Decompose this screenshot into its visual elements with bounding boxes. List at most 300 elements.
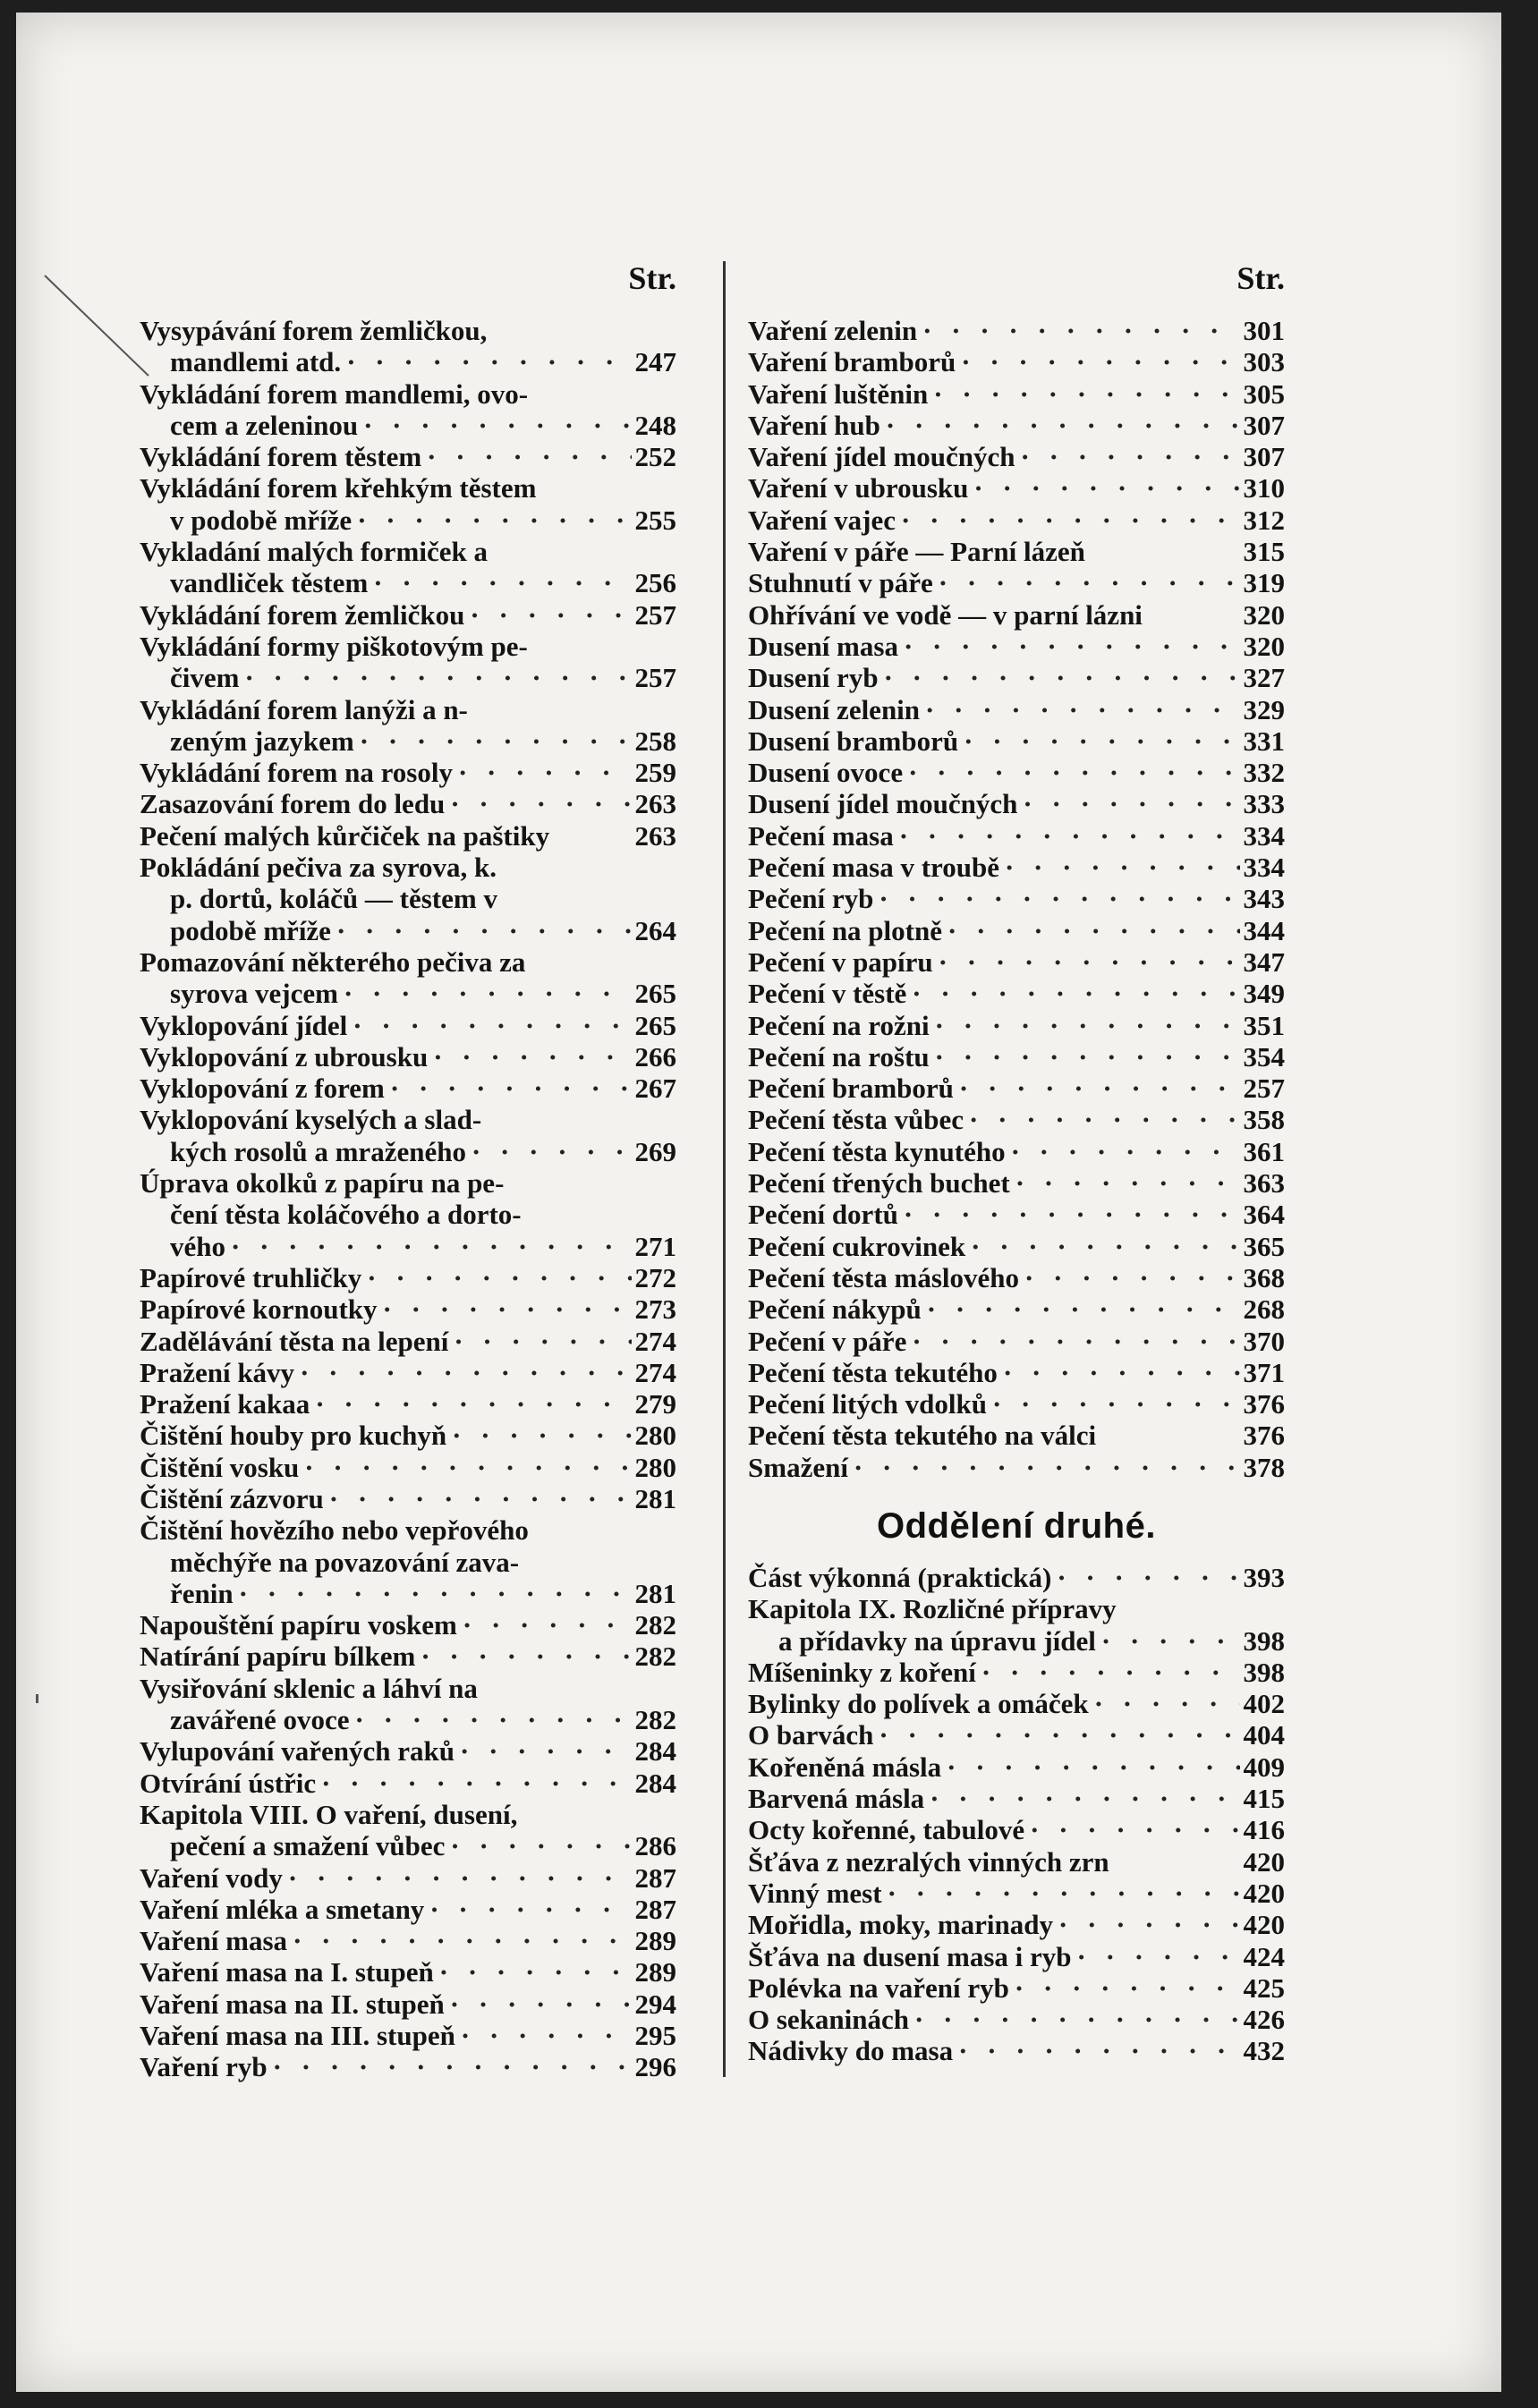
dot-leader — [358, 410, 631, 441]
toc-entry-title: Nádivky do masa — [748, 2035, 954, 2067]
toc-entry — [748, 694, 1285, 725]
toc-entry — [748, 1041, 1285, 1073]
toc-entry-title: Pečení na roštu — [748, 1040, 930, 1073]
toc-entry-title: Otvírání ústřic — [140, 1767, 317, 1799]
toc-entry-title: Šťáva z nezralých vinných zrn — [748, 1845, 1109, 1878]
toc-entry — [748, 1562, 1285, 1593]
dot-leader — [234, 1578, 632, 1609]
dot-leader — [316, 1768, 631, 1799]
toc-entry-title: a přídavky na úpravu jídel — [778, 1624, 1096, 1657]
toc-entry-title: Pečení těsta tekutého — [748, 1356, 998, 1388]
dot-leader — [906, 1326, 1239, 1357]
toc-entry-page: 332 — [1243, 757, 1285, 789]
toc-entry-page: 255 — [634, 504, 676, 536]
toc-entry — [748, 1326, 1285, 1357]
dot-leader — [446, 1420, 631, 1451]
toc-entry-page: 281 — [634, 1577, 676, 1609]
toc-entry-title: Natírání papíru bílkem — [140, 1641, 416, 1673]
toc-entry-title: Pražení kávy — [140, 1356, 295, 1388]
dot-leader — [906, 978, 1239, 1009]
toc-entry-page: 296 — [634, 2051, 676, 2083]
toc-entry-title: Vylupování vařených raků — [140, 1735, 455, 1768]
dot-leader — [1017, 788, 1239, 819]
toc-entry — [748, 852, 1285, 883]
pen-stroke-mark — [43, 272, 150, 379]
toc-entry — [140, 1894, 676, 1925]
toc-entry-page: 273 — [634, 1293, 676, 1326]
dot-leader — [428, 1041, 631, 1073]
toc-entry-page: 259 — [634, 757, 676, 789]
dot-leader — [976, 1657, 1240, 1688]
dot-leader — [933, 567, 1240, 598]
toc-entry-title: Pečení na plotně — [748, 914, 942, 946]
toc-entry-title: Zasazování forem do ledu — [140, 788, 446, 820]
toc-entry-title: O sekaninách — [748, 2004, 910, 2036]
toc-entry-title: Napouštění papíru voskem — [140, 1609, 457, 1641]
toc-entry-page: 398 — [1243, 1656, 1285, 1688]
toc-entry — [140, 1167, 676, 1199]
toc-entry — [140, 883, 676, 914]
toc-entry-page: 312 — [1243, 504, 1285, 536]
toc-entry — [140, 1799, 676, 1830]
toc-entry — [140, 725, 676, 757]
toc-entry-page: 281 — [634, 1482, 676, 1514]
toc-entry — [140, 662, 676, 693]
dot-leader — [930, 1041, 1240, 1073]
toc-entry-title: Čištění hovězího nebo vepřového — [140, 1514, 529, 1547]
right-entries-part-one — [748, 315, 1285, 1483]
toc-entry-title: Vaření ryb — [140, 2051, 268, 2083]
toc-entry-title: Zadělávání těsta na lepení — [140, 1325, 449, 1357]
toc-entry — [140, 1357, 676, 1388]
toc-entry — [140, 1641, 676, 1672]
toc-entry-title: Pečení těsta tekutého na válci — [748, 1420, 1097, 1452]
toc-entry — [748, 1167, 1285, 1199]
right-column-header: Str. — [1236, 260, 1285, 296]
dot-leader — [964, 1104, 1239, 1135]
toc-entry-title: Čištění zázvoru — [140, 1482, 324, 1514]
toc-entry-title: Papírové truhličky — [140, 1261, 362, 1293]
toc-entry — [748, 978, 1285, 1009]
toc-entry — [748, 1751, 1285, 1783]
toc-entry-page: 424 — [1243, 1940, 1285, 1972]
toc-entry-title: Polévka na vaření ryb — [748, 1971, 1009, 2004]
dot-leader — [958, 725, 1239, 757]
toc-entry-page: 287 — [634, 1893, 676, 1925]
toc-entry-page: 303 — [1243, 346, 1285, 378]
toc-entry-title: Octy kořenné, tabulové — [748, 1814, 1025, 1846]
dot-leader — [928, 378, 1239, 410]
toc-entry — [748, 1199, 1285, 1230]
toc-entry-page: 257 — [634, 662, 676, 694]
toc-entry-title: Pokládání pečiva za syrova, k. — [140, 852, 497, 884]
toc-entry-title: Vyklopování kyselých a slad- — [140, 1104, 482, 1136]
toc-entry — [140, 1514, 676, 1546]
toc-entry-page: 349 — [1243, 978, 1285, 1010]
toc-entry-page: 368 — [1243, 1261, 1285, 1293]
toc-entry-page: 425 — [1243, 1971, 1285, 2004]
toc-entry-title: Vykládání formy piškotovým pe- — [140, 630, 528, 662]
toc-entry-title: Pečení těsta kynutého — [748, 1135, 1006, 1167]
toc-entry-title: Pečení bramborů — [748, 1073, 954, 1105]
dot-leader — [239, 662, 631, 693]
toc-entry-title: Vaření zelenin — [748, 315, 918, 346]
dot-leader — [1010, 1167, 1240, 1199]
toc-entry-title: Míšeninky z koření — [748, 1656, 976, 1688]
toc-entry — [140, 378, 676, 410]
toc-entry — [748, 757, 1285, 788]
toc-entry-page: 343 — [1243, 883, 1285, 915]
toc-entry-page: 247 — [634, 346, 676, 378]
toc-entry-title: Pečení ryb — [748, 883, 874, 915]
toc-entry-page: 371 — [1243, 1356, 1285, 1388]
toc-entry-title: Kapitola VIII. O vaření, dusení, — [140, 1798, 518, 1830]
toc-entry — [748, 1625, 1285, 1657]
dot-leader — [968, 472, 1239, 504]
dot-leader — [434, 1956, 632, 1988]
dot-leader — [956, 346, 1239, 377]
toc-entry-page: 263 — [634, 788, 676, 820]
toc-entry-title: Vykládání forem lanýži a n- — [140, 693, 468, 725]
toc-entry-page: 258 — [634, 725, 676, 757]
right-entries-part-two — [748, 1562, 1285, 2067]
toc-entry-page: 263 — [634, 819, 676, 852]
toc-entry-page: 284 — [634, 1735, 676, 1768]
toc-entry-title: Šťáva na dusení masa i ryb — [748, 1940, 1072, 1972]
toc-entry — [140, 567, 676, 598]
dot-leader — [1096, 1625, 1240, 1657]
toc-entry-title: čivem — [170, 662, 240, 694]
dot-leader — [455, 2020, 632, 2051]
dot-leader — [917, 315, 1239, 346]
toc-entry-page: 363 — [1243, 1167, 1285, 1200]
toc-entry-page: 287 — [634, 1861, 676, 1894]
dot-leader — [922, 1293, 1240, 1325]
toc-entry-page: 279 — [634, 1388, 676, 1420]
toc-entry-title: Vysiřování sklenic a láhví na — [140, 1672, 478, 1704]
toc-entry-page: 248 — [634, 409, 676, 441]
toc-entry-page: 301 — [1243, 315, 1285, 346]
toc-entry-title: Dusení bramborů — [748, 725, 959, 757]
dot-leader — [1089, 1688, 1240, 1719]
dot-leader — [445, 1988, 632, 2020]
toc-entry-page: 333 — [1243, 788, 1285, 820]
toc-entry-title: Dusení jídel moučných — [748, 788, 1018, 820]
toc-entry-title: Vykládání forem žemličkou — [140, 598, 465, 631]
toc-entry-title: Pečení v páře — [748, 1325, 907, 1357]
toc-entry-page: 271 — [634, 1230, 676, 1262]
dot-leader — [352, 504, 631, 536]
dot-leader — [347, 1010, 631, 1041]
toc-entry-page: 331 — [1243, 725, 1285, 757]
toc-entry-page: 420 — [1243, 1877, 1285, 1909]
toc-entry-page: 393 — [1243, 1561, 1285, 1593]
dot-leader — [354, 725, 632, 757]
toc-entry-title: Vaření hub — [748, 409, 880, 441]
toc-entry — [140, 1925, 676, 1956]
toc-entry — [140, 1010, 676, 1041]
toc-entry — [748, 725, 1285, 757]
toc-entry — [140, 852, 676, 883]
dot-leader — [848, 1452, 1240, 1483]
dot-leader — [1143, 599, 1240, 631]
toc-entry — [748, 915, 1285, 946]
toc-entry-page: 416 — [1243, 1814, 1285, 1846]
toc-entry-page: 265 — [634, 1009, 676, 1041]
dot-leader — [466, 1136, 632, 1167]
dot-leader — [385, 1073, 632, 1104]
toc-entry — [748, 1941, 1285, 1972]
toc-entry — [748, 441, 1285, 472]
toc-entry-title: Barvená másla — [748, 1783, 925, 1815]
toc-entry-title: Vaření masa — [140, 1925, 288, 1957]
toc-entry-title: Kořeněná másla — [748, 1751, 942, 1783]
toc-entry-page: 307 — [1243, 441, 1285, 473]
toc-entry-title: Vyklopování jídel — [140, 1009, 348, 1041]
toc-entry — [748, 662, 1285, 693]
toc-entry-title: Vaření v páře — Parní lázeň — [748, 536, 1085, 568]
dot-leader — [920, 694, 1239, 725]
toc-entry-page: 420 — [1243, 1909, 1285, 1941]
toc-entry — [748, 788, 1285, 819]
dot-leader — [1019, 1262, 1239, 1293]
dot-leader — [549, 820, 631, 852]
dot-leader — [953, 2035, 1239, 2066]
toc-entry — [140, 1483, 676, 1514]
dot-leader — [942, 915, 1240, 946]
dot-leader — [331, 915, 632, 946]
toc-entry-page: 274 — [634, 1356, 676, 1388]
toc-entry — [140, 1830, 676, 1861]
toc-entry — [748, 1073, 1285, 1104]
toc-entry-page: 347 — [1243, 945, 1285, 978]
toc-entry-title: vého — [170, 1230, 225, 1262]
toc-entry — [748, 1388, 1285, 1420]
dot-leader — [445, 788, 631, 819]
toc-entry — [748, 1972, 1285, 2004]
dot-leader — [1096, 1420, 1239, 1451]
toc-entry-title: Vyklopování z forem — [140, 1073, 385, 1105]
toc-entry-page: 329 — [1243, 693, 1285, 725]
toc-entry-title: Pečení masa v troubě — [748, 852, 999, 884]
toc-entry-title: Pečení těsta máslového — [748, 1261, 1020, 1293]
toc-entry — [140, 1673, 676, 1704]
toc-entry — [140, 1388, 676, 1420]
dot-leader — [268, 2051, 632, 2082]
toc-entry-title: cem a zeleninou — [170, 409, 359, 441]
toc-entry — [748, 883, 1285, 914]
toc-entry-title: Pečení cukrovinek — [748, 1230, 966, 1262]
toc-entry-page: 286 — [634, 1830, 676, 1862]
toc-entry-page: 294 — [634, 1988, 676, 2020]
toc-entry — [140, 978, 676, 1009]
toc-entry — [140, 1073, 676, 1104]
dot-leader — [448, 1326, 631, 1357]
toc-entry-title: O barvách — [748, 1719, 874, 1751]
toc-entry-page: 334 — [1243, 819, 1285, 852]
toc-entry-page: 280 — [634, 1420, 676, 1452]
toc-entry — [748, 1231, 1285, 1262]
dot-leader — [965, 1231, 1239, 1262]
toc-entry-title: vandliček těstem — [170, 567, 369, 599]
toc-entry-title: Dusení ryb — [748, 662, 879, 694]
dot-leader — [283, 1862, 632, 1894]
toc-entry — [140, 1735, 676, 1767]
toc-entry-page: 354 — [1243, 1040, 1285, 1073]
dot-leader — [933, 946, 1240, 978]
toc-entry-page: 265 — [634, 978, 676, 1010]
dot-leader — [873, 1719, 1239, 1751]
toc-entry — [748, 472, 1285, 504]
toc-entry-title: Pražení kakaa — [140, 1388, 310, 1420]
toc-entry — [140, 1547, 676, 1578]
dot-leader — [903, 757, 1239, 788]
toc-entry — [140, 820, 676, 852]
toc-entry — [748, 346, 1285, 377]
toc-entry-title: Pečení nákypů — [748, 1293, 922, 1326]
dot-leader — [1015, 441, 1240, 472]
toc-entry — [140, 1704, 676, 1735]
toc-entry — [748, 1846, 1285, 1878]
toc-entry-title: Kapitola IX. Rozličné přípravy — [748, 1593, 1117, 1625]
toc-entry-page: 268 — [1243, 1293, 1285, 1326]
dot-leader — [1024, 1814, 1239, 1845]
toc-entry-page: 334 — [1243, 852, 1285, 884]
toc-entry-page: 320 — [1243, 598, 1285, 631]
toc-entry-page: 319 — [1243, 567, 1285, 599]
toc-entry — [140, 1293, 676, 1325]
left-column-header: Str. — [628, 260, 676, 296]
toc-entry-page: 351 — [1243, 1009, 1285, 1041]
toc-entry-page: 305 — [1243, 377, 1285, 410]
toc-entry-title: Mořidla, moky, marinady — [748, 1909, 1054, 1941]
toc-entry-title: Vaření jídel moučných — [748, 441, 1015, 473]
toc-entry — [140, 504, 676, 536]
dot-leader — [424, 1894, 631, 1925]
dot-leader — [898, 1199, 1240, 1230]
toc-entry-page: 361 — [1243, 1135, 1285, 1167]
margin-speck — [36, 1694, 38, 1703]
toc-entry — [140, 1136, 676, 1167]
toc-entry — [140, 2051, 676, 2082]
toc-entry — [748, 2004, 1285, 2035]
toc-entry-title: Vaření v ubrousku — [748, 472, 969, 504]
toc-entry — [748, 1262, 1285, 1293]
dot-leader — [999, 852, 1240, 883]
toc-entry-title: Pečení v papíru — [748, 945, 933, 978]
toc-entry-title: Vaření vajec — [748, 504, 896, 536]
toc-entry-page: 327 — [1243, 662, 1285, 694]
dot-leader — [924, 1783, 1239, 1814]
toc-entry — [140, 1609, 676, 1641]
toc-entry — [748, 1719, 1285, 1751]
toc-entry — [748, 410, 1285, 441]
toc-entry-title: Vaření bramborů — [748, 346, 956, 378]
toc-entry-page: 267 — [634, 1073, 676, 1105]
dot-leader — [873, 883, 1239, 914]
dot-leader — [1053, 1909, 1239, 1940]
dot-leader — [415, 1641, 631, 1672]
toc-entry — [748, 378, 1285, 410]
dot-leader — [882, 1878, 1240, 1909]
toc-entry-title: podobě mříže — [170, 914, 331, 946]
dot-leader — [898, 631, 1240, 662]
toc-entry-title: Vaření masa na III. stupeň — [140, 2020, 455, 2052]
toc-entry-page: 365 — [1243, 1230, 1285, 1262]
toc-entry-title: řenin — [170, 1577, 234, 1609]
toc-entry — [140, 410, 676, 441]
dot-leader — [310, 1388, 631, 1420]
toc-entry-title: čení těsta koláčového a dorto- — [170, 1199, 522, 1231]
toc-entry-title: Pečení litých vdolků — [748, 1388, 987, 1420]
dot-leader — [225, 1231, 632, 1262]
toc-entry — [140, 1041, 676, 1073]
toc-entry — [140, 1862, 676, 1894]
toc-entry — [140, 1768, 676, 1799]
toc-entry-title: Ohřívání ve vodě — v parní lázni — [748, 598, 1143, 631]
toc-entry — [140, 1104, 676, 1135]
toc-entry-title: Pečení na rožni — [748, 1009, 930, 1041]
toc-entry — [140, 1452, 676, 1483]
toc-entry-page: 415 — [1243, 1783, 1285, 1815]
toc-entry — [140, 915, 676, 946]
toc-entry-page: 289 — [634, 1925, 676, 1957]
toc-entry-title: Dusení masa — [748, 630, 898, 662]
dot-leader — [941, 1751, 1239, 1783]
toc-entry-page: 376 — [1243, 1420, 1285, 1452]
toc-entry-page: 264 — [634, 914, 676, 946]
toc-entry-page: 364 — [1243, 1199, 1285, 1231]
toc-entry — [140, 788, 676, 819]
dot-leader — [1006, 1136, 1240, 1167]
toc-entry-page: 315 — [1243, 536, 1285, 568]
dot-leader — [361, 1262, 631, 1293]
dot-leader — [378, 1293, 632, 1325]
dot-leader — [1072, 1941, 1240, 1972]
toc-entry — [748, 820, 1285, 852]
toc-entry-title: Pečení těsta vůbec — [748, 1104, 964, 1136]
toc-entry-page: 404 — [1243, 1719, 1285, 1751]
toc-entry-title: Bylinky do polívek a omáček — [748, 1688, 1089, 1720]
toc-entry-page: 358 — [1243, 1104, 1285, 1136]
section-title: Oddělení druhé. — [877, 1505, 1156, 1546]
toc-entry-title: Vinný mest — [748, 1877, 882, 1909]
toc-entry — [140, 1231, 676, 1262]
toc-entry — [140, 1262, 676, 1293]
toc-entry-title: Pečení masa — [748, 819, 894, 852]
toc-entry-title: Pečení třených buchet — [748, 1167, 1010, 1200]
dot-leader — [1051, 1562, 1239, 1593]
toc-entry — [748, 1104, 1285, 1135]
toc-entry — [140, 472, 676, 504]
toc-entry-page: 398 — [1243, 1624, 1285, 1657]
toc-entry — [748, 1783, 1285, 1814]
toc-entry-page: 310 — [1243, 472, 1285, 504]
toc-entry — [748, 1136, 1285, 1167]
toc-entry-title: zavářené ovoce — [170, 1704, 350, 1736]
toc-entry-title: pečení a smažení vůbec — [170, 1830, 446, 1862]
toc-entry — [748, 1420, 1285, 1451]
toc-entry — [140, 599, 676, 631]
toc-entry — [140, 694, 676, 725]
toc-entry — [748, 1688, 1285, 1719]
dot-leader — [324, 1483, 632, 1514]
dot-leader — [341, 346, 631, 377]
toc-entry-title: Dusení zelenin — [748, 693, 921, 725]
toc-entry-title: Vaření masa na I. stupeň — [140, 1956, 434, 1988]
toc-entry — [748, 315, 1285, 346]
toc-entry-page: 269 — [634, 1135, 676, 1167]
